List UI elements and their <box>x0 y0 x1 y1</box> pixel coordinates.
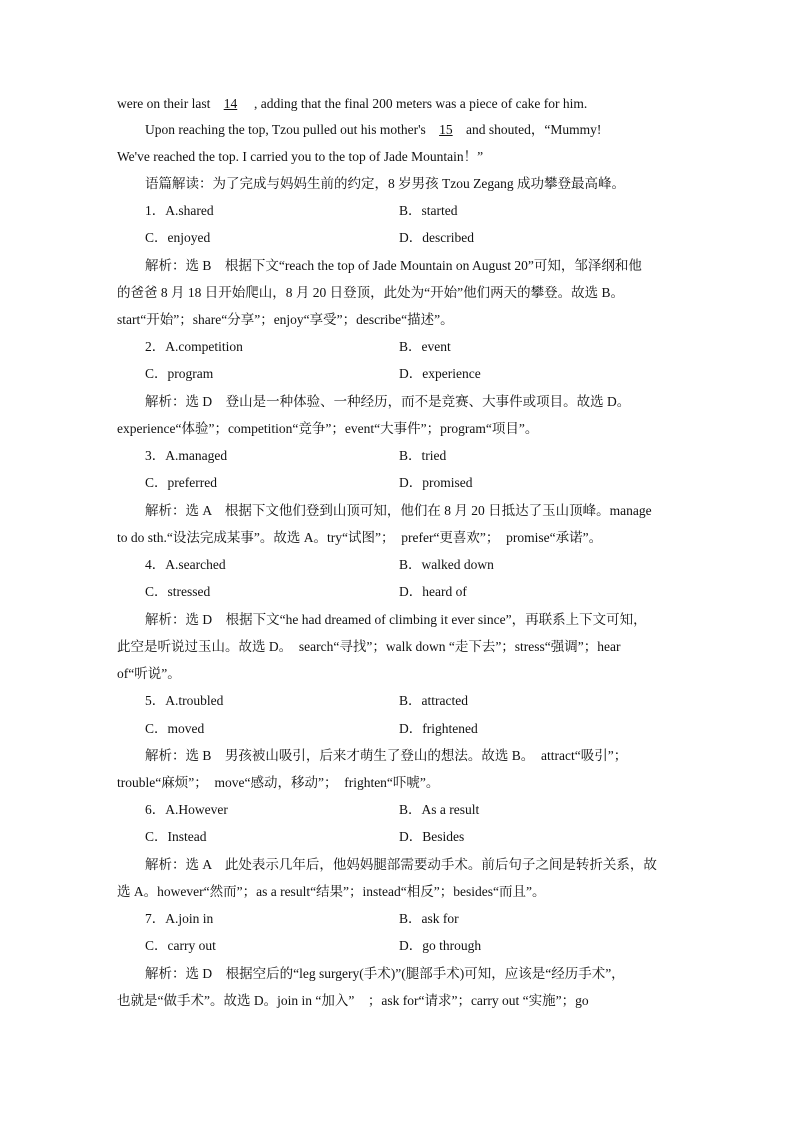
option-3b: B．tried <box>399 448 447 463</box>
explanation-4-line-2: 此空是听说过玉山。故选 D。 search“寻找”；walk down “走下去”；stress“强调”；hear <box>117 639 621 654</box>
option-6d: D．Besides <box>399 829 465 844</box>
explanation-7-line-2: 也就是“做手术”。故选 D。join in “加入” ；ask for“请求”；carry out “实施”；go <box>117 993 589 1008</box>
option-2c: C．program <box>145 366 214 381</box>
explanation-5-line-2: trouble“麻烦”； move“感动，移动”； frighten“吓唬”。 <box>117 775 440 790</box>
explanation-6-line-2: 选 A。however“然而”；as a result“结果”；instead“相反”；besides“而且”。 <box>117 884 546 899</box>
passage-text: were on their last <box>117 96 214 111</box>
option-4a: 4．A.searched <box>145 557 226 572</box>
explanation-5-line-1: 解析：选 B 男孩被山吸引，后来才萌生了登山的想法。故选 B。 attract“吸引”； <box>145 748 628 763</box>
option-3a: 3．A.managed <box>145 448 228 463</box>
option-5c: C．moved <box>145 721 205 736</box>
explanation-7-line-1: 解析：选 D 根据空后的“leg surgery(手术)”(腿部手术)可知，应该是“经历手术”， <box>145 966 625 981</box>
passage-line-2 <box>145 121 705 139</box>
passage-text: Upon reaching the top, Tzou pulled out his mother's <box>145 122 430 137</box>
option-1d: D．described <box>399 230 474 245</box>
passage-text: and shouted，“Mummy! <box>462 122 602 137</box>
option-2d: D．experience <box>399 366 481 381</box>
explanation-1-line-3: start“开始”；share“分享”；enjoy“享受”；describe“描述”。 <box>117 312 454 327</box>
blank-14: 14 <box>223 96 238 111</box>
option-1a: 1．A.shared <box>145 203 214 218</box>
option-7b: B．ask for <box>399 911 459 926</box>
blank-15: 15 <box>439 122 453 137</box>
passage-line-1 <box>117 95 677 113</box>
option-1b: B．started <box>399 203 458 218</box>
explanation-4-line-1: 解析：选 D 根据下文“he had dreamed of climbing it ever since”，再联系上下文可知， <box>145 612 647 627</box>
explanation-2-line-2: experience“体验”；competition“竞争”；event“大事件”；program“项目”。 <box>117 421 539 436</box>
option-5a: 5．A.troubled <box>145 693 224 708</box>
passage-line-3: We've reached the top. I carried you to the top of Jade Mountain！” <box>117 149 484 164</box>
option-7d: D．go through <box>399 938 482 953</box>
option-7a: 7．A.join in <box>145 911 214 926</box>
explanation-3-line-2: to do sth.“设法完成某事”。故选 A。try“试图”； prefer“更喜欢”； promise“承诺”。 <box>117 530 603 545</box>
passage-summary: 语篇解读：为了完成与妈妈生前的约定，8 岁男孩 Tzou Zegang 成功攀登最高峰。 <box>145 176 625 191</box>
explanation-1-line-1: 解析：选 B 根据下文“reach the top of Jade Mountain on August 20”可知，邹泽纲和他 <box>145 258 642 273</box>
option-4b: B．walked down <box>399 557 494 572</box>
option-4c: C．stressed <box>145 584 211 599</box>
option-6a: 6．A.However <box>145 802 228 817</box>
explanation-1-line-2: 的爸爸 8 月 18 日开始爬山，8 月 20 日登顶，此处为“开始”他们两天的攀登。故选 B。 <box>117 285 624 300</box>
explanation-6-line-1: 解析：选 A 此处表示几年后，他妈妈腿部需要动手术。前后句子之间是转折关系，故 <box>145 857 657 872</box>
option-3d: D．promised <box>399 475 473 490</box>
passage-text: , adding that the final 200 meters was a piece of cake for him. <box>253 96 588 111</box>
explanation-2-line-1: 解析：选 D 登山是一种体验、一种经历，而不是竞赛、大事件或项目。故选 D。 <box>145 394 631 409</box>
option-7c: C．carry out <box>145 938 216 953</box>
option-6b: B．As a result <box>399 802 480 817</box>
option-5b: B．attracted <box>399 693 468 708</box>
option-2b: B．event <box>399 339 451 354</box>
option-1c: C．enjoyed <box>145 230 211 245</box>
option-5d: D．frightened <box>399 721 478 736</box>
explanation-4-line-3: of“听说”。 <box>117 666 181 681</box>
explanation-3-line-1: 解析：选 A 根据下文他们登到山顶可知，他们在 8 月 20 日抵达了玉山顶峰。manage <box>145 503 652 518</box>
option-2a: 2．A.competition <box>145 339 243 354</box>
option-4d: D．heard of <box>399 584 467 599</box>
option-3c: C．preferred <box>145 475 217 490</box>
option-6c: C．Instead <box>145 829 207 844</box>
